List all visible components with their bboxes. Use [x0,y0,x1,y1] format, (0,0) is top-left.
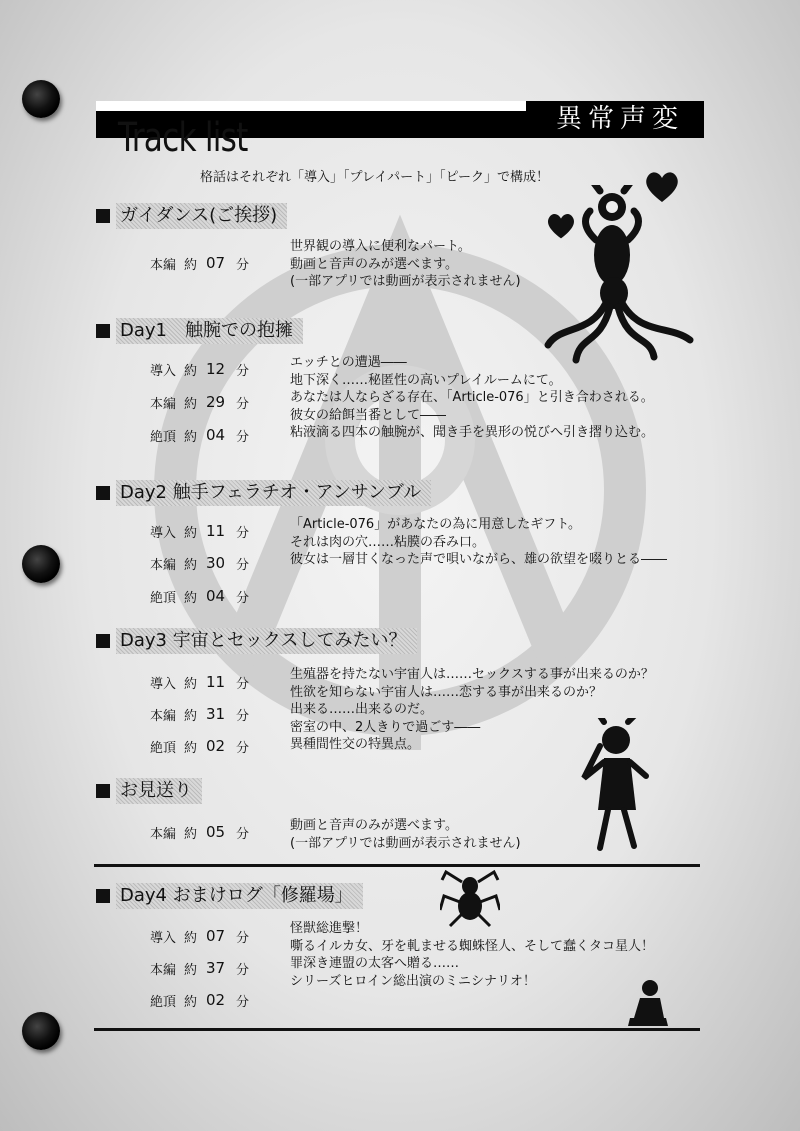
bullet-square-icon [96,324,110,338]
track-row: 絶頂 約 02 分 [150,991,250,1010]
section-day3 [96,628,417,654]
binder-hole-top [22,80,60,118]
divider-bottom [94,1028,700,1031]
section-title: お見送り [116,778,202,804]
girl-figure-icon [574,718,654,858]
section-title: Day1 触腕での抱擁 [116,318,303,344]
section-title: Day4 おまけログ「修羅場」 [116,883,363,909]
binder-hole-bottom [22,1012,60,1050]
section-description: 生殖器を持たない宇宙人は……セックスする事が出来るのか？ 性欲を知らない宇宙人は……恋する事が出来るのか？ 出来る……出来るのだ。 密室の中、2人きりで過ごす―― 異種間性交の特異点。 [290,667,654,752]
section-description: 怪獣総進撃！ 嘶るイルカ女、牙を軋ませる蜘蛛怪人、そして蠢くタコ星人！ 罪深き連盟の太客へ贈る…… シリーズヒロイン総出演のミニシナリオ！ [290,921,655,989]
track-row: 本編 約 31 分 [150,705,250,724]
crouching-figure-icon [626,978,670,1028]
bullet-square-icon [96,889,110,903]
spider-icon [440,866,500,928]
section-title: Day2 触手フェラチオ・アンサンブル [116,480,431,506]
track-row: 本編 約 29 分 [150,393,250,412]
track-row: 本編 約 37 分 [150,959,250,978]
binder-hole-middle [22,545,60,583]
section-day2 [96,480,431,506]
bullet-square-icon [96,634,110,648]
section-guidance [96,203,287,229]
track-row: 絶頂 約 02 分 [150,737,250,756]
tentacle-creature-icon [540,185,700,365]
section-title: ガイダンス(ご挨拶) [116,203,287,229]
section-description: エッチとの遭遇―― 地下深く……秘匿性の高いプレイルームにて。 あなたは人ならざる存在、「Article-076」と引き合わされる。 彼女の給餌当番として―― 粘液滴る四本の触腕が、聞き手を異形の悦びへ引き摺り込む。 [290,355,655,440]
section-day1 [96,318,303,344]
track-row: 絶頂 約 04 分 [150,587,250,606]
section-day4 [96,883,363,909]
track-row: 導入 約 11 分 [150,522,250,541]
section-description: 動画と音声のみが選べます。 (一部アプリでは動画が表示されません) [290,818,521,851]
subtitle: 格話はそれぞれ「導入」「プレイパート」「ピーク」で構成！ [200,170,550,185]
track-row: 導入 約 11 分 [150,673,250,692]
section-description: 世界観の導入に便利なパート。 動画と音声のみが選べます。 (一部アプリでは動画が表示されません) [290,239,521,289]
page-title: Track list [118,115,248,161]
track-row: 本編 約 07 分 [150,254,250,273]
section-farewell [96,778,202,804]
section-title: Day3 宇宙とセックスしてみたい？ [116,628,417,654]
track-row: 本編 約 30 分 [150,554,250,573]
title-bar-cutout [96,101,526,114]
logo: 異常声変 [555,104,684,134]
divider-top [94,864,700,867]
track-row: 導入 約 12 分 [150,360,250,379]
bullet-square-icon [96,209,110,223]
track-row: 絶頂 約 04 分 [150,426,250,445]
section-description: 「Article-076」があなたの為に用意したギフト。 それは肉の穴……粘膜の呑み口。 彼女は一層甘くなった声で唄いながら、雄の欲望を啜りとる―― [290,517,668,567]
bullet-square-icon [96,486,110,500]
track-row: 本編 約 05 分 [150,823,250,842]
track-row: 導入 約 07 分 [150,927,250,946]
bullet-square-icon [96,784,110,798]
